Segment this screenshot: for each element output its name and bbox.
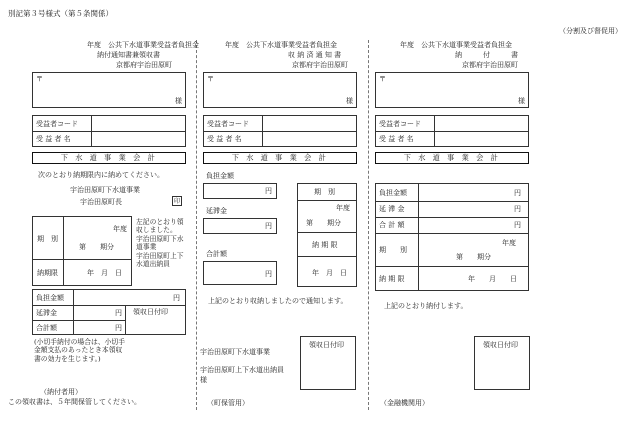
payslip-address-box bbox=[375, 72, 529, 108]
year-suffix: 年度 bbox=[113, 225, 127, 233]
notice-city: 京都府宇治田原町 bbox=[292, 61, 348, 69]
form-title: 別記第３号様式（第５条関係） bbox=[8, 9, 113, 18]
yen-unit: 円 bbox=[173, 294, 180, 302]
notice-title-line1: 年度 公共下水道事業受益者負担金 bbox=[225, 41, 337, 49]
form-note: （分割及び督促用） bbox=[559, 27, 622, 35]
honorific: 様 bbox=[518, 96, 525, 105]
yen-unit: 円 bbox=[115, 309, 122, 317]
period-line: 第 期分 bbox=[456, 253, 491, 261]
notice-statement: 上記のとおり収納しましたので通知します。 bbox=[208, 297, 348, 305]
year-suffix: 年度 bbox=[502, 239, 516, 247]
notice-recipient2: 宇治田原町上下水道出納員 bbox=[200, 366, 284, 374]
period-label: 期 別 bbox=[314, 188, 335, 196]
receipt-amount-table bbox=[32, 289, 186, 335]
yen-unit: 円 bbox=[514, 205, 521, 213]
payslip-title-line1: 年度 公共下水道事業受益者負担金 bbox=[400, 41, 512, 49]
postal-mark: 〒 bbox=[207, 75, 214, 83]
period-line: 第 期分 bbox=[306, 219, 341, 227]
stamp-label: 領収日付印 bbox=[309, 341, 344, 349]
year-suffix: 年度 bbox=[336, 204, 350, 212]
yen-unit: 円 bbox=[265, 270, 272, 278]
amount-label: 負担金額 bbox=[36, 294, 64, 302]
notice-period-table bbox=[297, 183, 357, 287]
payslip-title-line2: 納 付 書 bbox=[455, 51, 518, 59]
notice-amount-label: 負担金額 bbox=[206, 172, 234, 180]
notice-amount-box bbox=[203, 183, 277, 199]
payer-name-label: 受 益 者 名 bbox=[207, 135, 242, 143]
due-label: 納 期 限 bbox=[379, 275, 405, 283]
receipt-copy-label: （納付者用） bbox=[40, 388, 82, 396]
penalty-label: 延 滞 金 bbox=[379, 205, 405, 213]
notice-copy-label: （町保管用） bbox=[207, 399, 249, 407]
receipt-note: 左記のとおり領収しました。 宇治田原町下水道事業 宇治田原町上下水道出納員 bbox=[136, 218, 184, 269]
payer-code-label: 受益者コード bbox=[36, 120, 78, 128]
payslip-statement: 上記のとおり納付します。 bbox=[384, 302, 468, 310]
notice-penalty-label: 延滞金 bbox=[206, 207, 227, 215]
receipt-city: 京都府宇治田原町 bbox=[116, 61, 172, 69]
stamp-label: 領収日付印 bbox=[133, 308, 168, 316]
receipt-title-line2: 納付通知書兼領収書 bbox=[97, 51, 160, 59]
postal-mark: 〒 bbox=[36, 75, 43, 83]
retention-note: この領収書は、５年間保管してください。 bbox=[8, 398, 141, 406]
payslip-copy-label: （金融機関用） bbox=[380, 399, 429, 407]
notice-payer-table bbox=[203, 115, 357, 147]
receipt-address-box bbox=[32, 72, 186, 108]
honorific: 様 bbox=[346, 96, 353, 105]
payer-code-label: 受益者コード bbox=[379, 120, 421, 128]
receipt-instruction: 次のとおり納期限内に納めてください。 bbox=[38, 171, 164, 179]
notice-penalty-box bbox=[203, 218, 277, 234]
due-value: 年 月 日 bbox=[87, 269, 122, 277]
honorific: 様 bbox=[175, 96, 182, 105]
penalty-label: 延滞金 bbox=[36, 309, 57, 317]
period-line: 第 期分 bbox=[79, 243, 114, 251]
receipt-period-table bbox=[32, 216, 132, 286]
notice-total-label: 合計額 bbox=[206, 250, 227, 258]
yen-unit: 円 bbox=[514, 221, 521, 229]
notice-stamp-box bbox=[300, 336, 356, 390]
payer-code-label: 受益者コード bbox=[207, 120, 249, 128]
postal-mark: 〒 bbox=[379, 75, 386, 83]
notice-account-banner: 下 水 道 事 業 会 計 bbox=[203, 152, 357, 164]
yen-unit: 円 bbox=[265, 222, 272, 230]
notice-total-box bbox=[203, 261, 277, 285]
receipt-issuer1: 宇治田原町下水道事業 bbox=[70, 186, 140, 194]
seal-box: 印 bbox=[173, 198, 180, 205]
due-label: 納期限 bbox=[37, 269, 58, 277]
payslip-account-banner: 下 水 道 事 業 会 計 bbox=[375, 152, 529, 164]
stamp-label: 領収日付印 bbox=[483, 341, 518, 349]
payslip-amount-table bbox=[375, 183, 529, 291]
amount-label: 負担金額 bbox=[379, 189, 407, 197]
due-value: 年 月 日 bbox=[312, 269, 347, 277]
receipt-title-line1: 年度 公共下水道事業受益者負担金 bbox=[87, 41, 199, 49]
payer-name-label: 受 益 者 名 bbox=[36, 135, 71, 143]
payslip-stamp-box bbox=[474, 336, 530, 390]
notice-title-line2: 収 納 済 通 知 書 bbox=[288, 51, 342, 59]
period-label: 期 別 bbox=[379, 246, 407, 254]
notice-address-box bbox=[203, 72, 357, 108]
total-label: 合 計 額 bbox=[379, 221, 405, 229]
notice-recipient3: 様 bbox=[200, 376, 207, 384]
receipt-payer-table bbox=[32, 115, 186, 147]
yen-unit: 円 bbox=[514, 189, 521, 197]
total-label: 合計額 bbox=[36, 324, 57, 332]
receipt-issuer2: 宇治田原町長 bbox=[80, 198, 122, 206]
payer-name-label: 受 益 者 名 bbox=[379, 135, 414, 143]
yen-unit: 円 bbox=[265, 187, 272, 195]
cut-line-left bbox=[196, 40, 197, 410]
notice-recipient1: 宇治田原町下水道事業 bbox=[200, 348, 270, 356]
due-label: 納 期 限 bbox=[312, 241, 338, 249]
receipt-account-banner: 下 水 道 事 業 会 計 bbox=[32, 152, 186, 164]
period-label: 期 別 bbox=[37, 235, 58, 243]
payslip-city: 京都府宇治田原町 bbox=[462, 61, 518, 69]
yen-unit: 円 bbox=[115, 324, 122, 332]
due-value: 年 月 日 bbox=[468, 275, 517, 283]
cut-line-right bbox=[368, 40, 369, 410]
check-note: (小切手納付の場合は、小切手金額支払のあったとき本領収書の効力を生じます。) bbox=[34, 338, 126, 363]
payslip-payer-table bbox=[375, 115, 529, 147]
